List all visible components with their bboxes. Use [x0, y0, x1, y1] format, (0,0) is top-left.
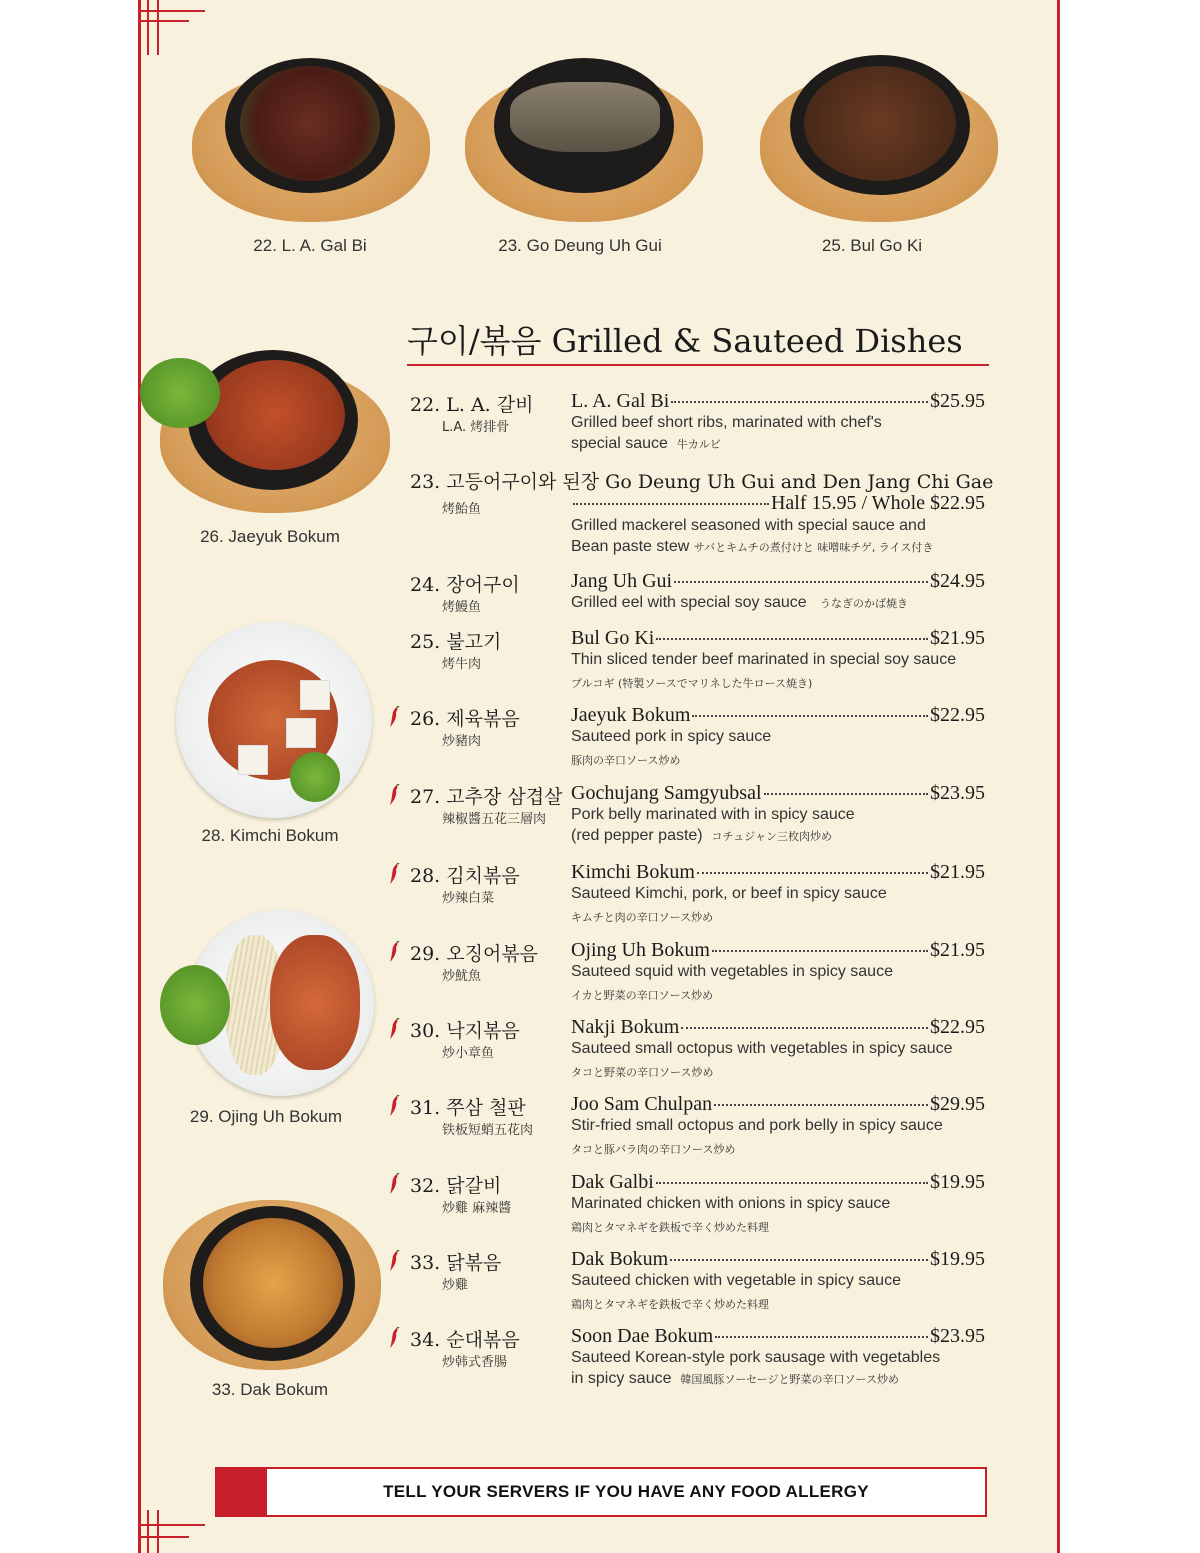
- chili-pepper-icon: [388, 863, 400, 885]
- item-japanese-description: 鶏肉とタマネギを鉄板で辛く炒めた料理: [571, 1221, 769, 1234]
- item-price: $24.95: [930, 570, 985, 592]
- item-korean-name: 27. 고추장 삼겹살: [410, 786, 563, 808]
- item-price-line: [571, 492, 985, 515]
- leader-dots: [674, 581, 928, 583]
- item-price: $19.95: [930, 1171, 985, 1193]
- leader-dots: [715, 1336, 928, 1338]
- item-english-line: [571, 861, 985, 884]
- item-korean-name: 22. L. A. 갈비: [410, 394, 534, 416]
- item-english-line: [571, 390, 985, 413]
- item-price: $19.95: [930, 1248, 985, 1270]
- item-english-name: Jaeyuk Bokum: [571, 704, 691, 726]
- item-price: $21.95: [930, 939, 985, 961]
- leader-dots: [573, 503, 769, 505]
- item-chinese-name: 炒雞 麻辣醬: [442, 1201, 512, 1216]
- chili-pepper-icon: [388, 1250, 400, 1272]
- item-description: Stir-fried small octopus and pork belly in spicy sauce: [571, 1117, 943, 1134]
- leader-dots: [692, 715, 928, 717]
- item-description-2: (red pepper paste) コチュジャン三枚肉炒め: [571, 827, 832, 844]
- item-korean-name: 29. 오징어볶음: [410, 943, 539, 965]
- item-korean-name: 33. 닭볶음: [410, 1252, 502, 1274]
- item-english-name: Jang Uh Gui: [571, 570, 673, 592]
- item-description: Pork belly marinated with in spicy sauce: [571, 806, 855, 823]
- item-description: Marinated chicken with onions in spicy sauce: [571, 1195, 891, 1212]
- item-english-name: Nakji Bokum: [571, 1016, 680, 1038]
- allergy-notice-text: TELL YOUR SERVERS IF YOU HAVE ANY FOOD ALLERGY: [383, 1482, 869, 1501]
- caption-kimchi-bokum: 28. Kimchi Bokum: [201, 826, 339, 845]
- item-english-name: Soon Dae Bokum: [571, 1325, 714, 1347]
- item-chinese-name: 炒辣白菜: [442, 891, 495, 906]
- item-description: Sauteed pork in spicy sauce: [571, 728, 772, 745]
- item-english-line: [571, 1248, 985, 1271]
- item-english-name: L. A. Gal Bi: [571, 390, 670, 412]
- item-chinese-name: 炒小章鱼: [442, 1046, 495, 1061]
- item-description: Grilled beef short ribs, marinated with chef's: [571, 414, 882, 431]
- title-underline: [407, 364, 989, 366]
- item-chinese-name: L.A. 烤排骨: [442, 420, 510, 435]
- item-price: $21.95: [930, 861, 985, 883]
- item-chinese-name: 烤牛肉: [442, 657, 482, 672]
- item-korean-name: 28. 김치볶음: [410, 865, 520, 887]
- item-english-line: [571, 627, 985, 650]
- chili-pepper-icon: [388, 1327, 400, 1349]
- leader-dots: [714, 1104, 928, 1106]
- leader-dots: [656, 1182, 928, 1184]
- caption-bul-go-ki: 25. Bul Go Ki: [821, 236, 923, 255]
- leader-dots: [697, 872, 928, 874]
- item-japanese-description: イカと野菜の辛口ソース炒め: [571, 989, 714, 1002]
- item-english-name: Joo Sam Chulpan: [571, 1093, 713, 1115]
- leader-dots: [671, 401, 928, 403]
- item-chinese-name: 烤鮐鱼: [442, 502, 482, 517]
- allergy-notice-red-block: [217, 1469, 267, 1515]
- item-english-name: Dak Bokum: [571, 1248, 669, 1270]
- caption-ojing-uh-bokum: 29. Ojing Uh Bokum: [189, 1107, 343, 1126]
- item-description: Sauteed Kimchi, pork, or beef in spicy sauce: [571, 885, 887, 902]
- leader-dots: [670, 1259, 928, 1261]
- item-price: $29.95: [930, 1093, 985, 1115]
- item-description: Grilled eel with special soy sauce うなぎのかば焼き: [571, 594, 909, 611]
- item-description: Thin sliced tender beef marinated in special soy sauce: [571, 651, 957, 668]
- item-chinese-name: 铁板短蛸五花肉: [442, 1123, 534, 1138]
- item-korean-name: 34. 순대볶음: [410, 1329, 520, 1351]
- chili-pepper-icon: [388, 1173, 400, 1195]
- item-japanese-description: 豚肉の辛口ソース炒め: [571, 754, 681, 767]
- item-chinese-name: 炒魷魚: [442, 969, 482, 984]
- item-chinese-name: 炒雞: [442, 1278, 469, 1293]
- item-description-2: special sauce 牛カルビ: [571, 435, 721, 452]
- item-korean-name: 26. 제육볶음: [410, 708, 520, 730]
- item-japanese-description: キムチと肉の辛口ソース炒め: [571, 911, 714, 924]
- chili-pepper-icon: [388, 784, 400, 806]
- item-description: Sauteed chicken with vegetable in spicy sauce: [571, 1272, 901, 1289]
- item-english-line: [571, 782, 985, 805]
- item-english-name: Ojing Uh Bokum: [571, 939, 710, 961]
- caption-la-galbi: 22. L. A. Gal Bi: [253, 236, 367, 255]
- item-korean-name: 24. 장어구이: [410, 574, 520, 596]
- item-korean-name: 32. 닭갈비: [410, 1175, 502, 1197]
- item-korean-name: 30. 낙지볶음: [410, 1020, 520, 1042]
- item-description: Sauteed small octopus with vegetables in spicy sauce: [571, 1040, 953, 1057]
- leader-dots: [656, 638, 928, 640]
- item-japanese-description: 鶏肉とタマネギを鉄板で辛く炒めた料理: [571, 1298, 769, 1311]
- leader-dots: [712, 950, 928, 952]
- item-english-line: [571, 939, 985, 962]
- leader-dots: [681, 1027, 928, 1029]
- item-korean-name: 31. 쭈삼 철판: [410, 1097, 526, 1119]
- item-price: $22.95: [930, 704, 985, 726]
- item-chinese-name: 烤鰻鱼: [442, 600, 482, 615]
- caption-jaeyuk-bokum: 26. Jaeyuk Bokum: [200, 527, 340, 546]
- allergy-notice-box: [215, 1467, 987, 1517]
- item-english-name: Kimchi Bokum: [571, 861, 695, 883]
- item-japanese-description: プルコギ (特製ソースでマリネした牛ロース焼き): [571, 677, 813, 690]
- item-chinese-name: 炒豬肉: [442, 734, 482, 749]
- chili-pepper-icon: [388, 706, 400, 728]
- item-description: Sauteed squid with vegetables in spicy sauce: [571, 963, 893, 980]
- item-japanese-description: タコと豚バラ肉の辛口ソース炒め: [571, 1143, 736, 1156]
- item-price: $22.95: [930, 1016, 985, 1038]
- item-description-2: Bean paste stew サバとキムチの煮付けと 味噌味チゲ, ライス付き: [571, 538, 934, 555]
- item-english-line: [571, 704, 985, 727]
- item-english-name: Bul Go Ki: [571, 627, 655, 649]
- corner-ornament-top: [141, 0, 211, 60]
- item-price: $23.95: [930, 782, 985, 804]
- item-price: $21.95: [930, 627, 985, 649]
- item-price: Half 15.95 / Whole $22.95: [770, 492, 985, 514]
- item-english-line: [571, 570, 985, 593]
- chili-pepper-icon: [388, 941, 400, 963]
- item-price: $23.95: [930, 1325, 985, 1347]
- item-english-name: Dak Galbi: [571, 1171, 654, 1193]
- item-description-2: in spicy sauce 韓国風豚ソーセージと野菜の辛口ソース炒め: [571, 1370, 899, 1387]
- item-price: $25.95: [930, 390, 985, 412]
- section-title: 구이/볶음 Grilled & Sauteed Dishes: [407, 322, 963, 360]
- item-chinese-name: 炒韩式香腸: [442, 1355, 508, 1370]
- item-english-name: Gochujang Samgyubsal: [571, 782, 762, 804]
- corner-ornament-bottom: [141, 1500, 211, 1553]
- item-japanese-description: タコと野菜の辛口ソース炒め: [571, 1066, 714, 1079]
- item-description: Grilled mackerel seasoned with special sauce and: [571, 517, 926, 534]
- caption-dak-bokum: 33. Dak Bokum: [211, 1380, 329, 1399]
- item-english-line: [571, 1171, 985, 1194]
- item-korean-name: 25. 불고기: [410, 631, 502, 653]
- item-korean-name: 23. 고등어구이와 된장 Go Deung Uh Gui and Den Jang Chi Gae: [410, 471, 994, 493]
- item-chinese-name: 辣椒醬五花三層肉: [442, 812, 547, 827]
- chili-pepper-icon: [388, 1018, 400, 1040]
- leader-dots: [764, 793, 928, 795]
- caption-go-deung-uh-gui: 23. Go Deung Uh Gui: [498, 236, 662, 255]
- item-english-line: [571, 1093, 985, 1116]
- item-description: Sauteed Korean-style pork sausage with vegetables: [571, 1349, 941, 1366]
- item-english-line: [571, 1016, 985, 1039]
- chili-pepper-icon: [388, 1095, 400, 1117]
- item-english-line: [571, 1325, 985, 1348]
